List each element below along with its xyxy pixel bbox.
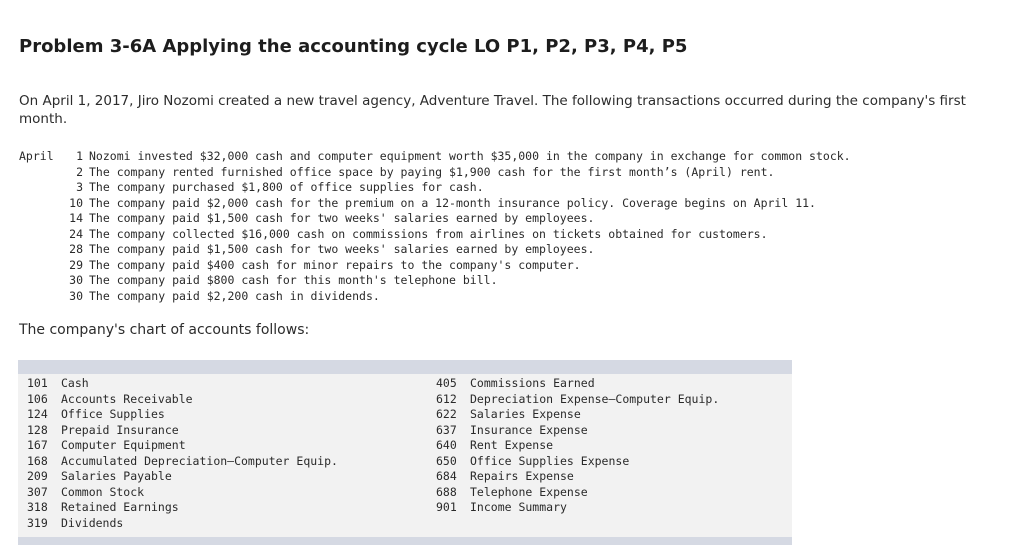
transaction-month: April <box>19 149 54 163</box>
account-number: 405 <box>436 376 457 390</box>
transaction-month <box>19 273 63 289</box>
transactions-list <box>19 149 851 304</box>
account-row <box>436 485 719 501</box>
account-row <box>27 392 338 408</box>
account-number: 640 <box>436 438 457 452</box>
transaction-text: The company purchased $1,800 of office supplies for cash. <box>89 180 484 194</box>
transaction-row <box>19 289 851 305</box>
account-name: Cash <box>61 376 89 390</box>
accounts-column-right <box>436 376 719 516</box>
accounts-table <box>18 374 792 537</box>
transaction-day: 14 <box>69 211 83 225</box>
account-row <box>27 376 338 392</box>
account-row <box>436 500 719 516</box>
transaction-month <box>19 227 63 243</box>
problem-title: Problem 3-6A Applying the accounting cycle LO P1, P2, P3, P4, P5 <box>19 36 688 57</box>
account-number: 612 <box>436 391 457 406</box>
account-name: Telephone Expense <box>470 484 588 499</box>
account-name: Income Summary <box>470 500 567 514</box>
account-row <box>436 376 719 392</box>
transaction-month <box>19 165 63 181</box>
transaction-text: The company paid $2,200 cash in dividends. <box>89 288 380 303</box>
account-number: 167 <box>27 438 48 452</box>
transaction-text: The company collected $16,000 cash on commissions from airlines on tickets obtained for customers. <box>89 226 768 241</box>
transaction-day: 30 <box>69 273 83 287</box>
account-number: 101 <box>27 376 48 390</box>
account-name: Office Supplies <box>61 407 165 421</box>
account-number: 124 <box>27 407 48 421</box>
account-number: 622 <box>436 407 457 421</box>
account-row <box>27 485 338 501</box>
account-name: Computer Equipment <box>61 438 186 452</box>
account-row <box>27 438 338 454</box>
transaction-month <box>19 211 63 227</box>
transaction-text: The company paid $1,500 cash for two weeks' salaries earned by employees. <box>89 211 595 225</box>
transaction-row <box>19 196 851 212</box>
transaction-row <box>19 211 851 227</box>
account-number: 318 <box>27 500 48 514</box>
account-name: Accumulated Depreciation—Computer Equip. <box>61 453 338 468</box>
transaction-day: 29 <box>69 257 83 272</box>
transaction-month <box>19 258 63 274</box>
accounts-table-footer-bar <box>18 537 792 545</box>
transaction-day: 30 <box>69 288 83 303</box>
account-row <box>436 454 719 470</box>
transaction-day: 24 <box>69 226 83 241</box>
account-name: Office Supplies Expense <box>470 453 630 468</box>
chart-of-accounts-heading: The company's chart of accounts follows: <box>19 322 310 338</box>
account-number: 168 <box>27 453 48 468</box>
transaction-text: Nozomi invested $32,000 cash and computer equipment worth $35,000 in the company in exchange for common stock. <box>89 149 851 163</box>
accounts-column-left <box>27 376 338 531</box>
transaction-text: The company paid $400 cash for minor repairs to the company's computer. <box>89 257 581 272</box>
transaction-day: 2 <box>76 164 83 179</box>
account-name: Accounts Receivable <box>61 391 193 406</box>
transaction-text: The company rented furnished office space by paying $1,900 cash for the first month’s (April) rent. <box>89 164 775 179</box>
account-row <box>436 407 719 423</box>
account-number: 209 <box>27 469 48 483</box>
transaction-row <box>19 149 851 165</box>
account-name: Insurance Expense <box>470 422 588 437</box>
account-number: 684 <box>436 469 457 483</box>
account-row <box>436 469 719 485</box>
account-row <box>436 438 719 454</box>
transaction-month <box>19 289 63 305</box>
transaction-row <box>19 227 851 243</box>
transaction-row <box>19 242 851 258</box>
account-row <box>436 423 719 439</box>
account-name: Prepaid Insurance <box>61 422 179 437</box>
account-number: 106 <box>27 391 48 406</box>
account-name: Depreciation Expense—Computer Equip. <box>470 391 720 406</box>
transaction-row <box>19 258 851 274</box>
account-name: Dividends <box>61 515 124 530</box>
account-number: 128 <box>27 422 48 437</box>
transaction-row <box>19 273 851 289</box>
account-number: 901 <box>436 500 457 514</box>
account-row <box>27 469 338 485</box>
account-row <box>27 454 338 470</box>
account-name: Salaries Payable <box>61 469 172 483</box>
account-row <box>27 500 338 516</box>
transaction-row <box>19 165 851 181</box>
account-number: 688 <box>436 484 457 499</box>
account-number: 319 <box>27 515 48 530</box>
account-row <box>27 423 338 439</box>
account-number: 307 <box>27 484 48 499</box>
transaction-text: The company paid $800 cash for this month's telephone bill. <box>89 273 498 287</box>
account-name: Rent Expense <box>470 438 554 452</box>
transaction-month <box>19 180 63 196</box>
account-name: Retained Earnings <box>61 500 179 514</box>
account-row <box>436 392 719 408</box>
account-number: 637 <box>436 422 457 437</box>
transaction-day: 28 <box>69 242 83 256</box>
account-row <box>27 407 338 423</box>
transaction-day: 3 <box>76 180 83 194</box>
problem-intro: On April 1, 2017, Jiro Nozomi created a new travel agency, Adventure Travel. The following transactions occurred during the company's first month. <box>19 93 966 127</box>
transaction-row <box>19 180 851 196</box>
transaction-day: 1 <box>76 149 83 163</box>
transaction-text: The company paid $2,000 cash for the premium on a 12-month insurance policy. Coverage begins on April 11. <box>89 195 816 210</box>
transaction-month <box>19 242 63 258</box>
account-name: Repairs Expense <box>470 469 574 483</box>
account-row <box>27 516 338 532</box>
account-number: 650 <box>436 453 457 468</box>
transaction-day: 10 <box>69 195 83 210</box>
transaction-text: The company paid $1,500 cash for two weeks' salaries earned by employees. <box>89 242 595 256</box>
account-name: Salaries Expense <box>470 407 581 421</box>
account-name: Common Stock <box>61 484 145 499</box>
transaction-month <box>19 196 63 212</box>
accounts-table-header-bar <box>18 360 792 374</box>
account-name: Commissions Earned <box>470 376 595 390</box>
